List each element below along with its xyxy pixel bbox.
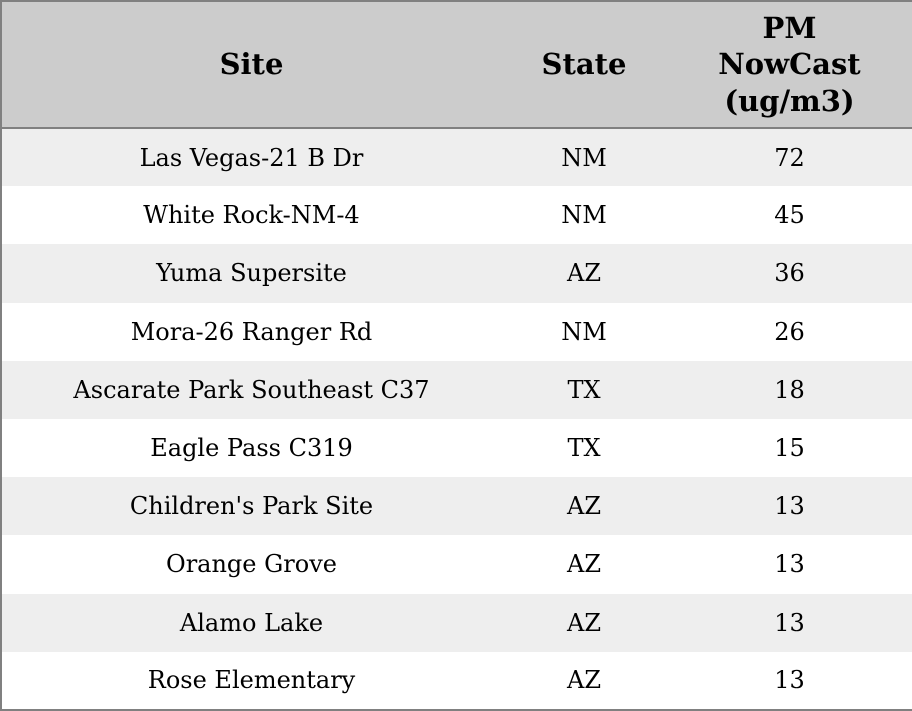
- pm-nowcast-cell: 13: [774, 666, 805, 695]
- table-row: [1, 419, 912, 477]
- table-row: [1, 128, 912, 186]
- state-cell: NM: [561, 143, 607, 172]
- column-header-site-label: Site: [219, 47, 284, 82]
- pm-nowcast-cell: 18: [774, 375, 805, 404]
- column-header-state-label: State: [541, 47, 627, 82]
- column-header-pm-nowcast: [667, 1, 912, 128]
- table-row: [1, 186, 912, 244]
- site-cell: Orange Grove: [166, 550, 337, 579]
- table-row: [1, 594, 912, 652]
- pm-nowcast-cell: 45: [774, 201, 805, 230]
- site-cell: Eagle Pass C319: [150, 434, 353, 463]
- pm-nowcast-cell: 72: [774, 143, 805, 172]
- pm-nowcast-cell: 26: [774, 317, 805, 346]
- table-body: [1, 128, 912, 710]
- table-row: [1, 477, 912, 535]
- table-row: [1, 652, 912, 710]
- column-header-pm-nowcast-label: PM NowCast (ug/m3): [718, 11, 861, 118]
- site-cell: White Rock-NM-4: [143, 201, 360, 230]
- pm-nowcast-cell: 36: [774, 259, 805, 288]
- state-cell: AZ: [566, 259, 601, 288]
- site-cell: Children's Park Site: [129, 492, 374, 521]
- state-cell: NM: [561, 201, 607, 230]
- state-cell: TX: [567, 434, 601, 463]
- table-row: [1, 244, 912, 302]
- site-cell: Yuma Supersite: [156, 259, 347, 288]
- site-cell: Las Vegas-21 B Dr: [139, 143, 364, 172]
- state-cell: AZ: [566, 492, 601, 521]
- site-cell: Rose Elementary: [147, 666, 356, 695]
- header-row: [1, 1, 912, 128]
- table-header: [1, 1, 912, 128]
- site-cell: Mora-26 Ranger Rd: [130, 317, 373, 346]
- pm-nowcast-cell: 13: [774, 492, 805, 521]
- state-cell: AZ: [566, 550, 601, 579]
- pm-nowcast-cell: 13: [774, 550, 805, 579]
- site-cell: Alamo Lake: [179, 608, 324, 637]
- column-header-state: [501, 1, 667, 128]
- table-row: [1, 303, 912, 361]
- state-cell: AZ: [566, 666, 601, 695]
- state-cell: NM: [561, 317, 607, 346]
- pm-nowcast-cell: 13: [774, 608, 805, 637]
- pm-nowcast-cell: 15: [774, 434, 805, 463]
- column-header-site: [1, 1, 501, 128]
- site-cell: Ascarate Park Southeast C37: [73, 375, 430, 404]
- table-row: [1, 535, 912, 593]
- table-row: [1, 361, 912, 419]
- state-cell: AZ: [566, 608, 601, 637]
- state-cell: TX: [567, 375, 601, 404]
